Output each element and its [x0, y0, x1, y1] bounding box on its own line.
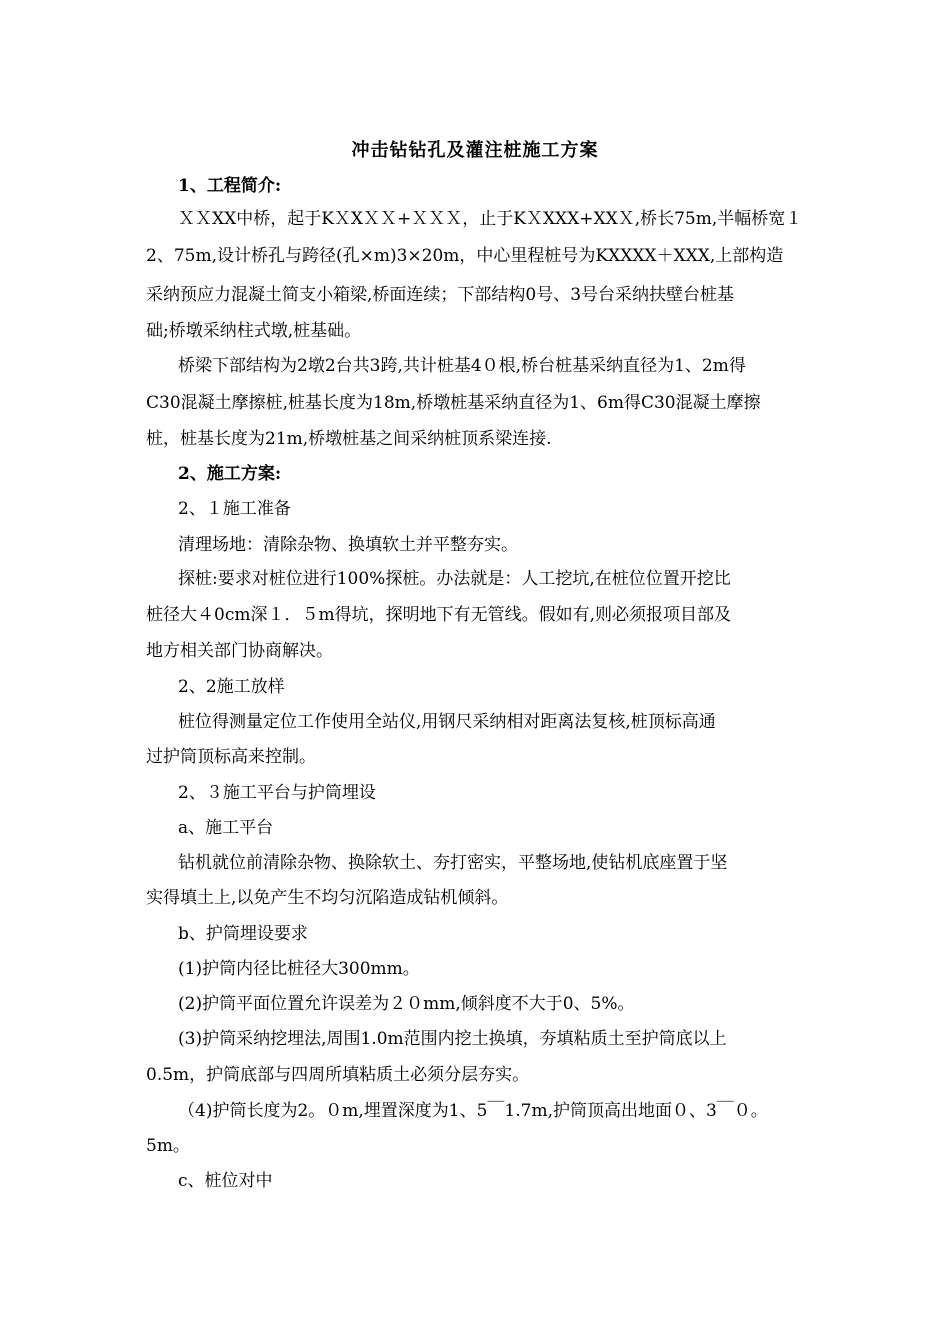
list-item: （4)护筒长度为2。０m,埋置深度为1、5￣1.7m,护筒顶高出地面０、3￣０。	[178, 1101, 768, 1121]
list-item: (1)护筒内径比桩径大300mm。	[178, 959, 420, 979]
paragraph-line: 础;桥墩采纳柱式墩,桩基础。	[146, 321, 362, 341]
paragraph-line: 桩径大４0cm深１．５m得坑，探明地下有无管线。假如有,则必须报项目部及	[146, 605, 731, 625]
paragraph-line: 0.5m，护筒底部与四周所填粘质土必须分层夯实。	[146, 1065, 530, 1085]
paragraph-line: C30混凝土摩擦桩,桩基长度为18m,桥墩桩基采纳直径为1、6m得C30混凝土摩擦	[146, 393, 761, 413]
list-heading: c、桩位对中	[178, 1171, 273, 1191]
paragraph-line: 清理场地：清除杂物、换填软土并平整夯实。	[178, 535, 518, 555]
paragraph-line: 钻机就位前清除杂物、换除软土、夯打密实，平整场地,使钻机底座置于坚	[178, 853, 728, 873]
paragraph-line: 采纳预应力混凝土简支小箱梁,桥面连续；下部结构0号、3号台采纳扶壁台桩基	[146, 285, 735, 305]
subsection-heading: 2、１施工准备	[178, 499, 291, 519]
paragraph-line: 实得填土上,以免产生不均匀沉陷造成钻机倾斜。	[146, 888, 509, 908]
paragraph-line: 5m。	[146, 1136, 190, 1156]
paragraph-line: 桩位得测量定位工作使用全站仪,用钢尺采纳相对距离法复核,桩顶标高通	[178, 712, 716, 732]
list-heading: b、护筒埋设要求	[178, 924, 308, 944]
subsection-heading: 2、2施工放样	[178, 677, 285, 697]
paragraph-line: ＸＸXX中桥，起于KＸXＸＸ+ＸＸＸ，止于KＸXXX+XXＸ,桥长75m,半幅桥宽１	[178, 209, 803, 229]
subsection-heading: 2、３施工平台与护筒埋设	[178, 783, 376, 803]
paragraph-line: 2、75m,设计桥孔与跨径(孔×m)3×20m，中心里程桩号为KXXXX＋XXX,上部构造	[146, 246, 784, 266]
paragraph-line: 地方相关部门协商解决。	[146, 641, 333, 661]
paragraph-line: 桩，桩基长度为21m,桥墩桩基之间采纳桩顶系梁连接.	[146, 429, 552, 449]
paragraph-line: 探桩:要求对桩位进行100%探桩。办法就是：人工挖坑,在桩位位置开挖比	[178, 569, 731, 589]
list-item: (2)护筒平面位置允许误差为２０mm,倾斜度不大于0、5%。	[178, 994, 635, 1014]
section-heading: 2、施工方案:	[178, 464, 282, 484]
paragraph-line: 桥梁下部结构为2墩2台共3跨,共计桩基4０根,桥台桩基采纳直径为1、2m得	[178, 356, 746, 376]
section-heading: 1、工程简介:	[178, 176, 282, 196]
document-title: 冲击钻钻孔及灌注桩施工方案	[351, 140, 599, 161]
list-heading: a、施工平台	[178, 818, 274, 838]
list-item: (3)护筒采纳挖埋法,周围1.0m范围内挖土换填，夯填粘质土至护筒底以上	[178, 1029, 727, 1049]
paragraph-line: 过护筒顶标高来控制。	[146, 747, 316, 767]
